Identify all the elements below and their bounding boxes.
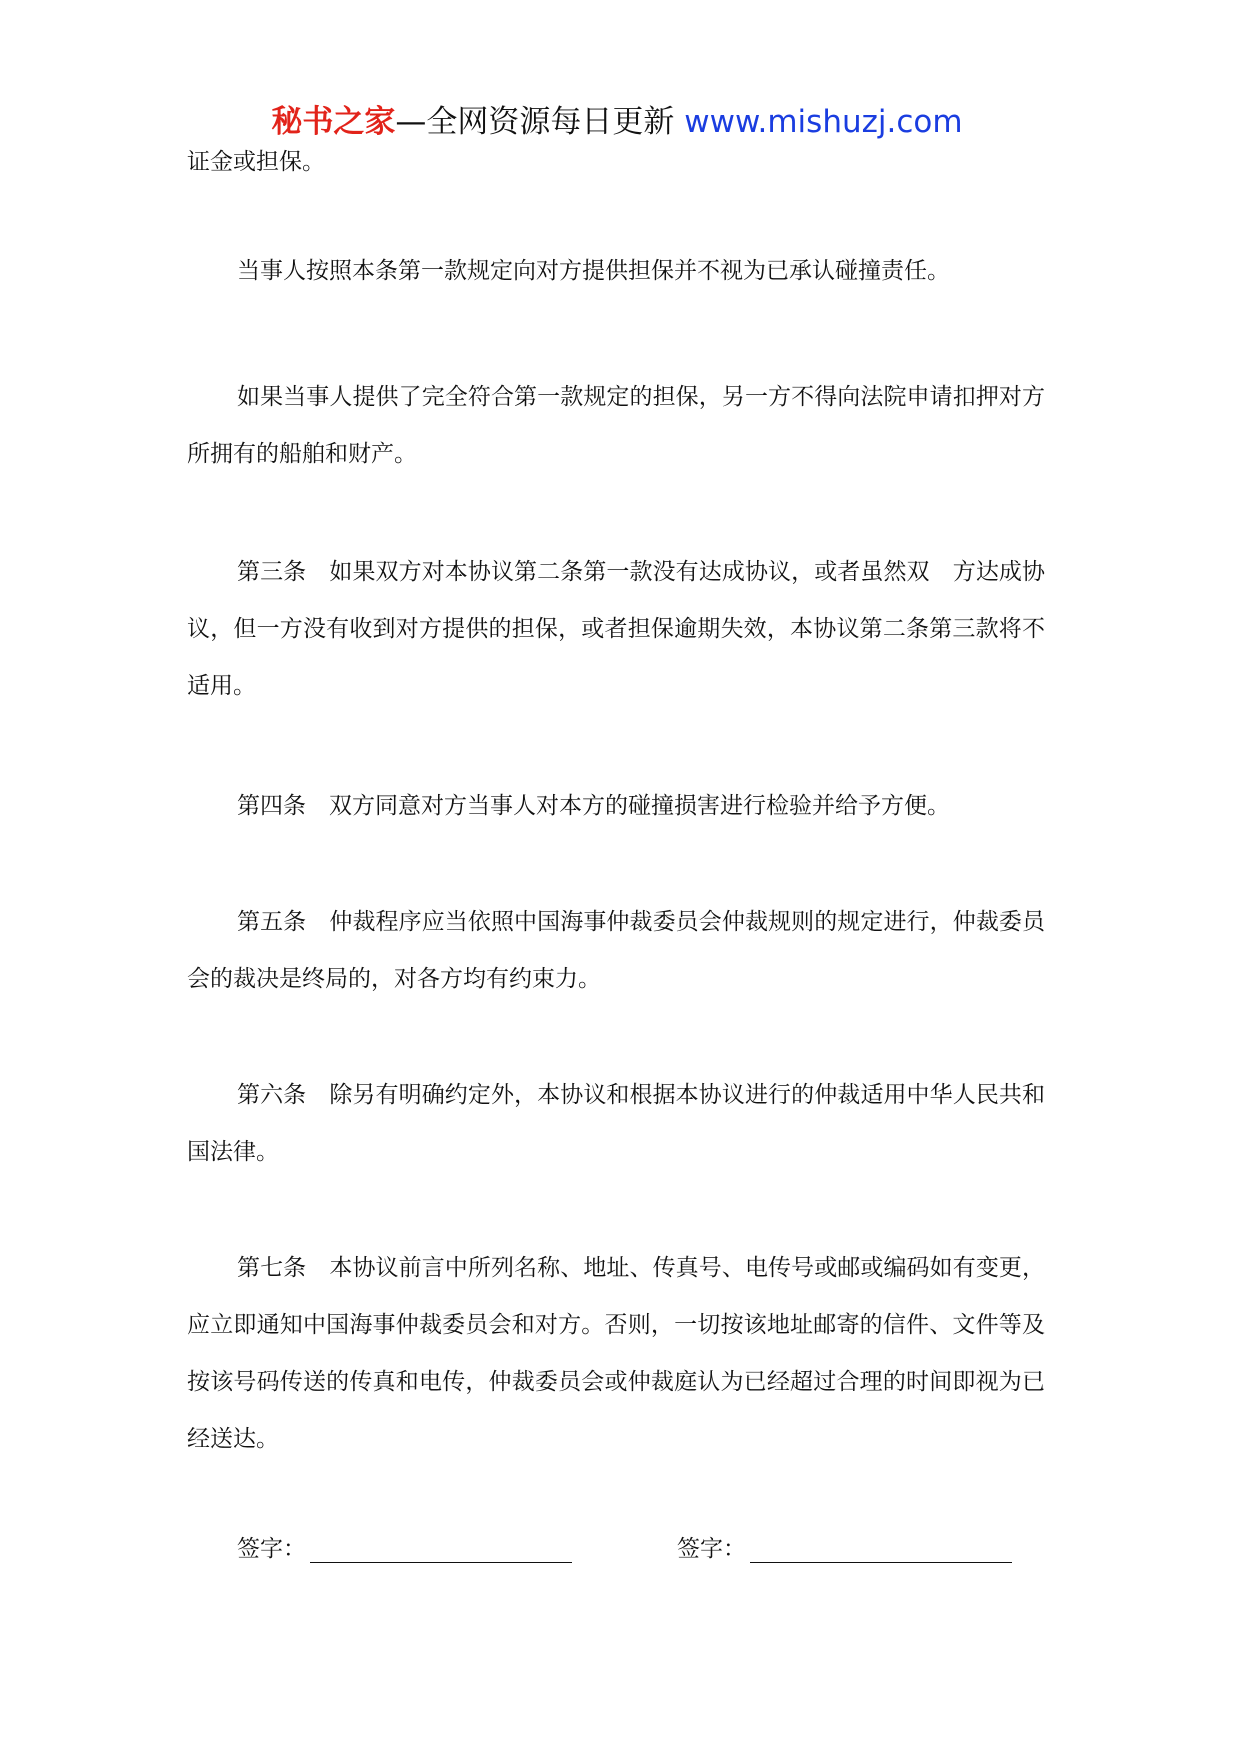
paragraph-article-5: 第五条 仲裁程序应当依照中国海事仲裁委员会仲裁规则的规定进行，仲裁委员会的裁决是终局的，对各方均有约束力。 — [187, 909, 1045, 992]
paragraph-article-3: 第三条 如果双方对本协议第二条第一款没有达成协议，或者虽然双 方达成协议，但一方没有收到对方提供的担保，或者担保逾期失效，本协议第二条第三款将不适用。 — [187, 559, 1045, 699]
signature-right-line[interactable] — [750, 1536, 1012, 1563]
header-url[interactable]: www.mishuzj.com — [684, 104, 963, 140]
paragraph-guarantee-not-liability: 当事人按照本条第一款规定向对方提供担保并不视为已承认碰撞责任。 — [237, 258, 950, 284]
signature-right-label: 签字： — [677, 1536, 746, 1562]
paragraph-article-6: 第六条 除另有明确约定外，本协议和根据本协议进行的仲裁适用中华人民共和国法律。 — [187, 1082, 1045, 1165]
signature-row — [237, 1530, 1097, 1570]
paragraph-article-4: 第四条 双方同意对方当事人对本方的碰撞损害进行检验并给予方便。 — [237, 793, 950, 819]
signature-left-line[interactable] — [310, 1536, 572, 1563]
header-tagline: —全网资源每日更新 — [395, 104, 675, 140]
paragraph-article-7: 第七条 本协议前言中所列名称、地址、传真号、电传号或邮或编码如有变更，应立即通知中国海事仲裁委员会和对方。否则，一切按该地址邮寄的信件、文件等及按该号码传送的传真和电传，仲裁委员会或仲裁庭认为已经超过合理的时间即视为已经送达。 — [187, 1255, 1045, 1452]
signature-right — [677, 1530, 1012, 1563]
signature-left — [237, 1530, 572, 1563]
paragraph-no-arrest: 如果当事人提供了完全符合第一款规定的担保，另一方不得向法院申请扣押对方所拥有的船舶和财产。 — [187, 384, 1045, 467]
paragraph-continuation: 证金或担保。 — [187, 149, 325, 175]
signature-left-label: 签字： — [237, 1536, 306, 1562]
header-brand: 秘书之家 — [271, 104, 396, 140]
